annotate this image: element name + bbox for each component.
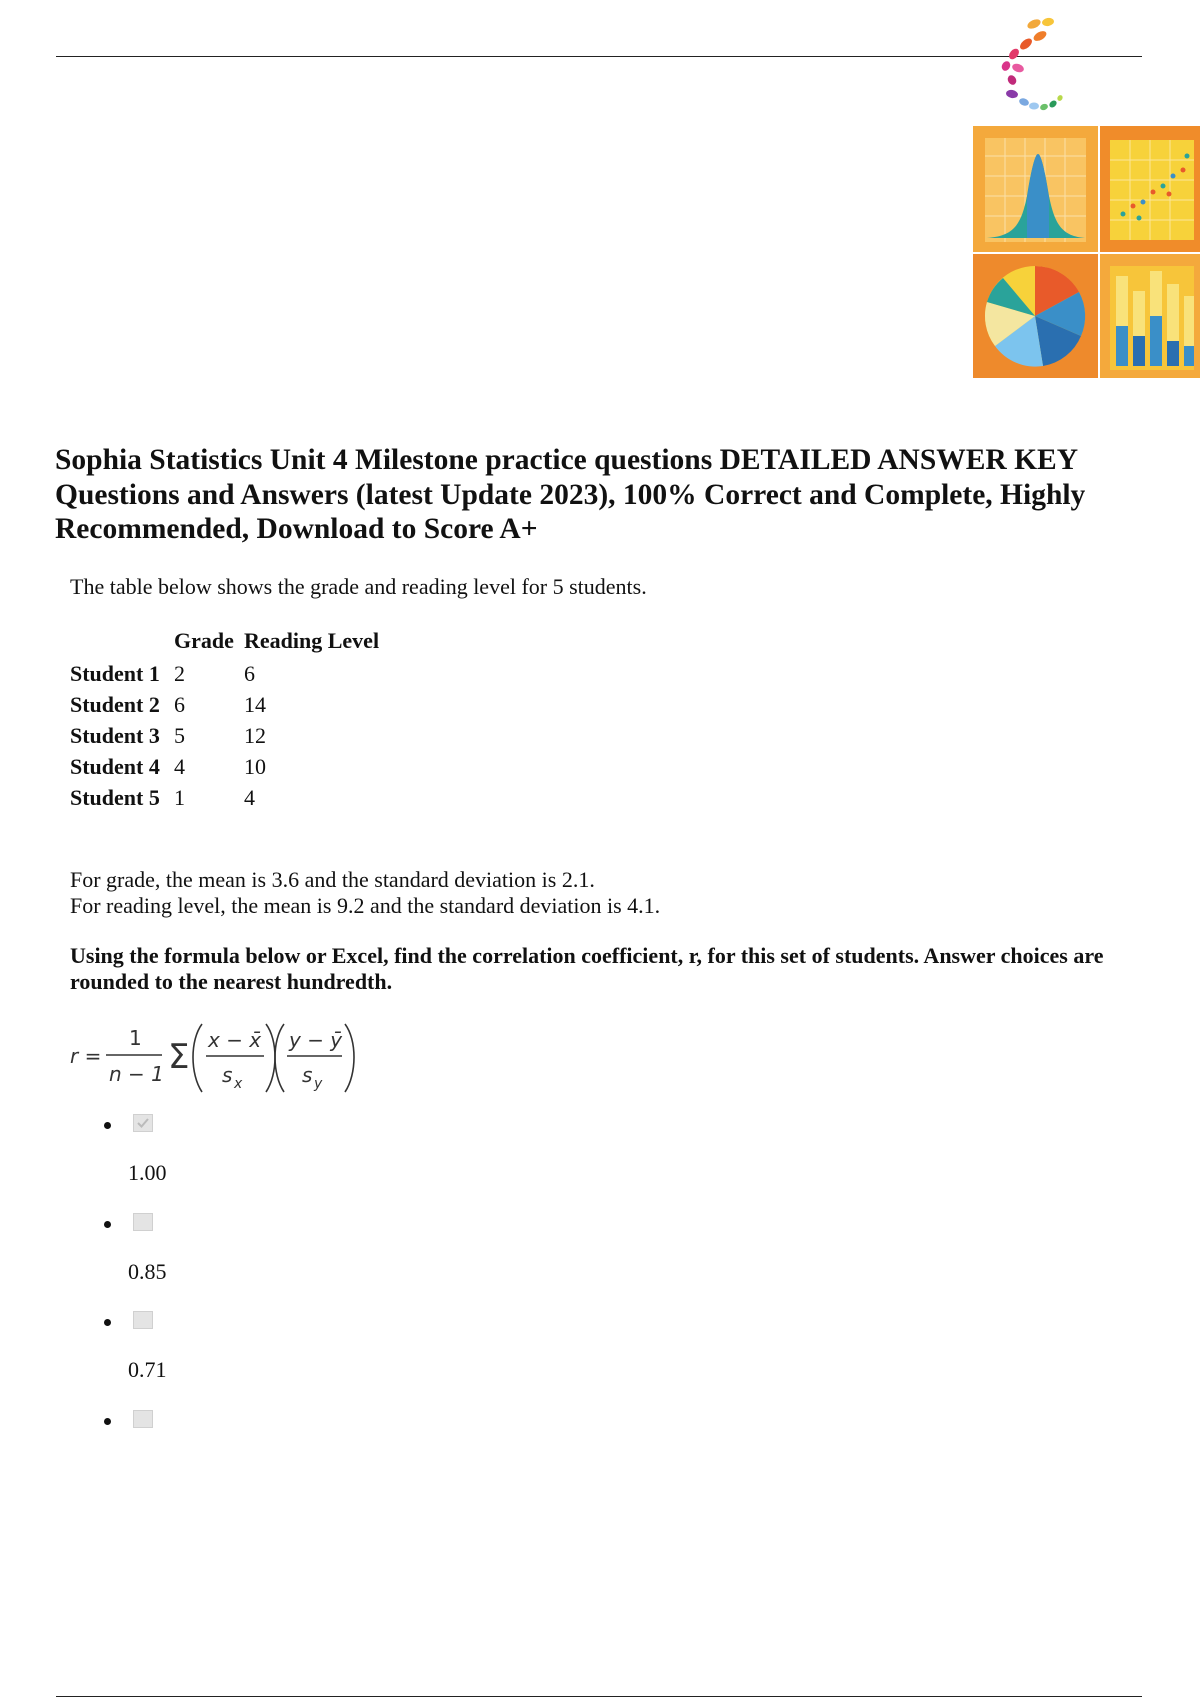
check-icon bbox=[136, 1116, 150, 1130]
grade-cell: 5 bbox=[174, 722, 185, 748]
reading-cell: 14 bbox=[244, 691, 266, 717]
reading-cell: 12 bbox=[244, 722, 266, 748]
row-label: Student 3 bbox=[70, 722, 160, 748]
table-row bbox=[70, 751, 394, 782]
formula-lhs: r = bbox=[70, 1044, 102, 1068]
bullet-icon bbox=[104, 1122, 111, 1129]
formula-y-sub: y bbox=[314, 1076, 323, 1092]
student-table bbox=[70, 624, 394, 813]
header-grade: Grade bbox=[174, 628, 234, 653]
answer-checkbox[interactable] bbox=[133, 1213, 153, 1231]
formula-x-top: x − x̄ bbox=[208, 1028, 262, 1052]
flower-swirl-logo-icon bbox=[962, 10, 1072, 120]
question-text: Using the formula below or Excel, find the correlation coefficient, r, for this set of students. Answer choices are rounded to the nearest hundredth. bbox=[70, 943, 1104, 994]
correlation-formula bbox=[62, 1010, 382, 1100]
row-label: Student 4 bbox=[70, 753, 160, 779]
grade-cell: 2 bbox=[174, 660, 185, 686]
formula-one: 1 bbox=[129, 1026, 142, 1050]
row-label: Student 2 bbox=[70, 691, 160, 717]
intro-text: The table below shows the grade and reading level for 5 students. bbox=[70, 574, 647, 599]
formula-denominator: n − 1 bbox=[109, 1062, 164, 1086]
reading-cell: 10 bbox=[244, 753, 266, 779]
table-row bbox=[70, 720, 394, 751]
stats-block bbox=[70, 867, 660, 919]
reading-cell: 6 bbox=[244, 660, 255, 686]
formula-x-bottom: s bbox=[222, 1063, 233, 1087]
bullet-icon bbox=[104, 1319, 111, 1326]
answer-checkbox-checked[interactable] bbox=[133, 1114, 153, 1132]
answer-label: 1.00 bbox=[128, 1160, 167, 1185]
table-row bbox=[70, 658, 394, 689]
table-corner bbox=[70, 624, 174, 658]
grade-cell: 1 bbox=[174, 784, 185, 810]
table-row bbox=[70, 689, 394, 720]
formula-y-top: y − ȳ bbox=[289, 1028, 343, 1052]
formula-sigma: Σ bbox=[168, 1037, 190, 1077]
answer-checkbox[interactable] bbox=[133, 1410, 153, 1428]
reading-cell: 4 bbox=[244, 784, 255, 810]
formula-y-bottom: s bbox=[302, 1063, 313, 1087]
grade-stats-line: For grade, the mean is 3.6 and the standard deviation is 2.1. bbox=[70, 867, 595, 892]
grade-cell: 6 bbox=[174, 691, 185, 717]
row-label: Student 5 bbox=[70, 784, 160, 810]
reading-stats-line: For reading level, the mean is 9.2 and the standard deviation is 4.1. bbox=[70, 893, 661, 918]
grade-cell: 4 bbox=[174, 753, 185, 779]
formula-x-sub: x bbox=[234, 1076, 243, 1092]
bullet-icon bbox=[104, 1418, 111, 1425]
table-header-row bbox=[70, 624, 394, 658]
row-label: Student 1 bbox=[70, 660, 160, 686]
table-row bbox=[70, 782, 394, 813]
bullet-icon bbox=[104, 1221, 111, 1228]
answer-label: 0.85 bbox=[128, 1258, 167, 1284]
answer-label: 0.71 bbox=[128, 1357, 167, 1382]
document-title: Sophia Statistics Unit 4 Milestone practice questions DETAILED ANSWER KEY Questions and Answers (latest Update 2023), 100% Correct and Complete, Highly Recommended, Download to Score A+ bbox=[55, 444, 1086, 545]
answer-checkbox[interactable] bbox=[133, 1311, 153, 1329]
header-reading-level: Reading Level bbox=[244, 628, 380, 653]
footer-rule bbox=[56, 1696, 1142, 1697]
statistics-charts-illustration-icon bbox=[973, 126, 1200, 378]
